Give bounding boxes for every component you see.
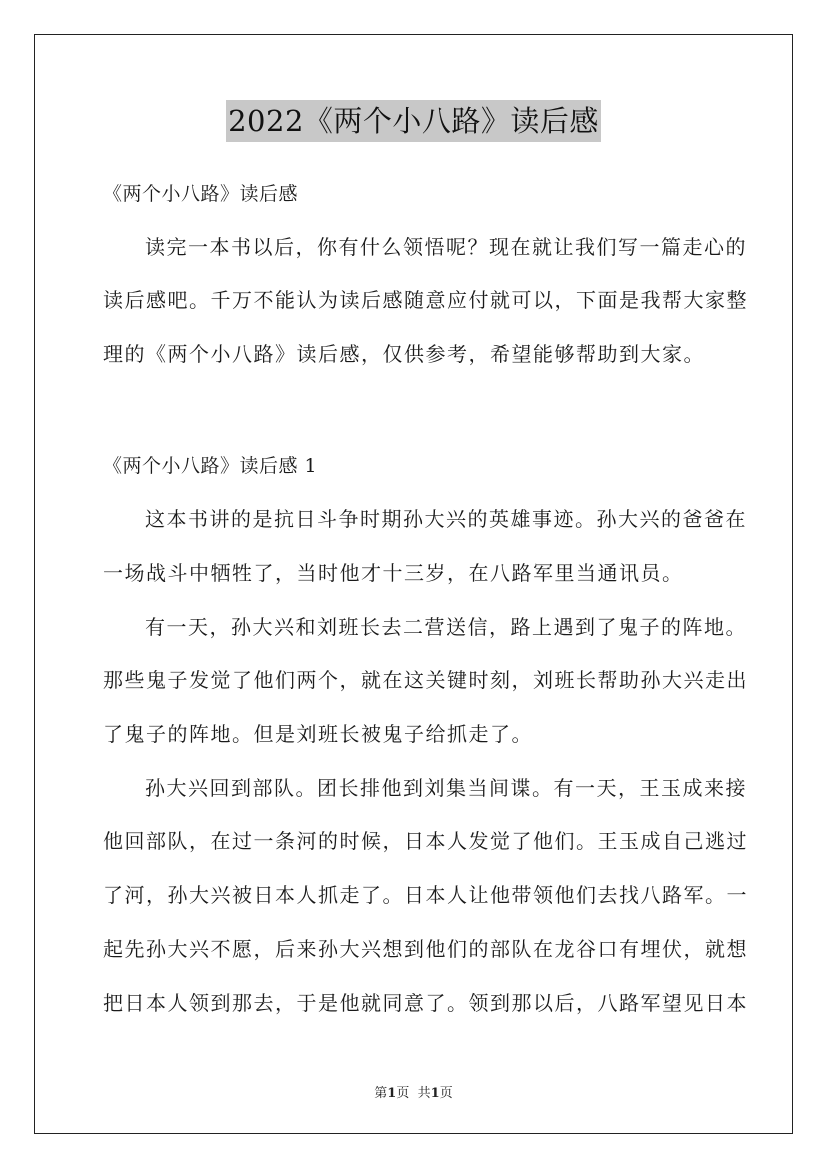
paragraph-line: 理的《两个小八路》读后感，仅供参考，希望能够帮助到大家。 xyxy=(103,342,705,366)
paragraph-line: 那些鬼子发觉了他们两个，就在这关键时刻，刘班长帮助孙大兴走出 xyxy=(103,668,748,692)
paragraph-line: 一场战斗中牺牲了，当时他才十三岁，在八路军里当通讯员。 xyxy=(103,561,684,585)
footer-page-prefix: 第 xyxy=(374,1086,388,1101)
footer-total-prefix: 共 xyxy=(417,1086,431,1101)
paragraph-line: 读完一本书以后，你有什么领悟呢？现在就让我们写一篇走心的 xyxy=(145,235,747,259)
paragraph-line: 起先孙大兴不愿，后来孙大兴想到他们的部队在龙谷口有埋伏，就想 xyxy=(103,937,748,961)
footer-page-number: 1 xyxy=(387,1086,397,1101)
footer-page-suffix: 页 xyxy=(396,1086,410,1101)
title-container xyxy=(0,100,827,142)
paragraph-line: 他回部队，在过一条河的时候，日本人发觉了他们。王玉成自己逃过 xyxy=(103,829,748,853)
paragraph-line: 把日本人领到那去，于是他就同意了。领到那以后，八路军望见日本 xyxy=(103,991,748,1015)
paragraph-line: 孙大兴回到部队。团长排他到刘集当间谍。有一天，王玉成来接 xyxy=(145,776,747,800)
paragraph-line: 了河，孙大兴被日本人抓走了。日本人让他带领他们去找八路军。一 xyxy=(103,883,748,907)
paragraph-line: 读后感吧。千万不能认为读后感随意应付就可以，下面是我帮大家整 xyxy=(103,288,748,312)
paragraph-line: 有一天，孙大兴和刘班长去二营送信，路上遇到了鬼子的阵地。 xyxy=(145,615,747,639)
footer-total-suffix: 页 xyxy=(439,1086,453,1101)
document-title: 2022《两个小八路》读后感 xyxy=(226,100,601,142)
page-footer xyxy=(0,1082,827,1101)
footer-total-number: 1 xyxy=(430,1086,440,1101)
section-heading: 《两个小八路》读后感 1 xyxy=(103,455,318,477)
intro-heading: 《两个小八路》读后感 xyxy=(103,183,299,205)
paragraph-line: 这本书讲的是抗日斗争时期孙大兴的英雄事迹。孙大兴的爸爸在 xyxy=(145,507,747,531)
paragraph-line: 了鬼子的阵地。但是刘班长被鬼子给抓走了。 xyxy=(103,722,533,746)
